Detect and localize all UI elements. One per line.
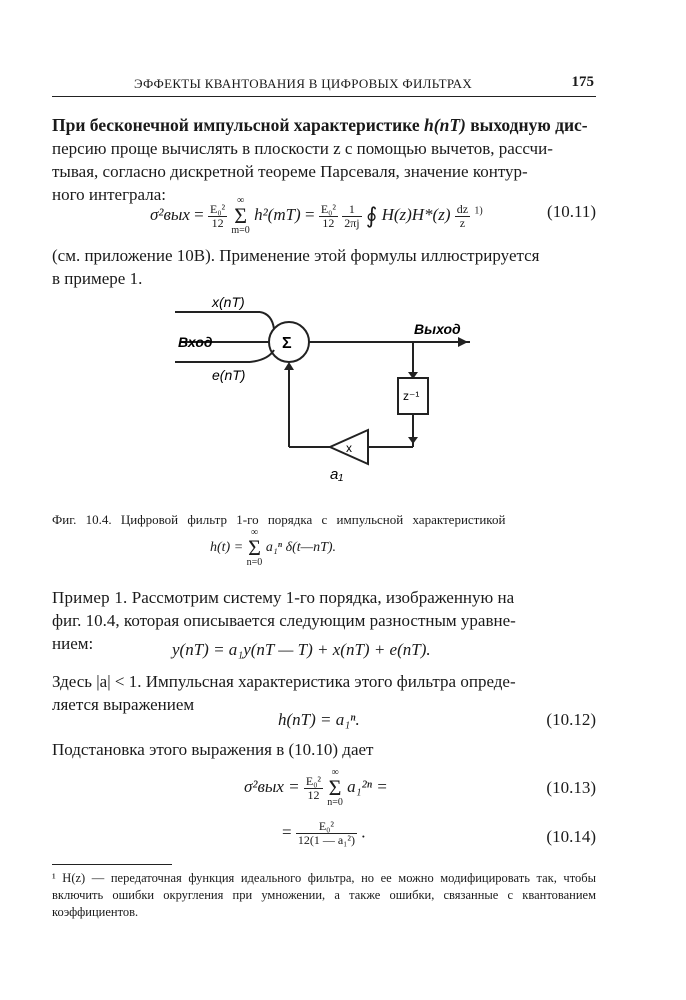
- difference-equation: y(nT) = a₁y(nT — T) + x(nT) + e(nT).: [172, 640, 431, 659]
- input-curve-top: [260, 312, 274, 329]
- footnote-rule: [52, 864, 172, 865]
- arrow-delay-out: [408, 437, 418, 444]
- label-z-inv: z⁻¹: [403, 389, 420, 403]
- eq1-frac1: $\frac{\text{E₀²}}{12}$: [210, 201, 226, 230]
- eq1-sum: ∞ Σ m=0: [231, 195, 250, 236]
- impulse-line1: Здесь |a| < 1. Импульсная характеристика этого фильтра опреде-: [52, 672, 516, 691]
- substitution-line: Подстановка этого выражения в (10.10) дает: [52, 740, 374, 759]
- eq1-footnote-mark: 1): [474, 205, 483, 217]
- example-line3: нием:: [52, 634, 94, 653]
- arrow-feedback: [284, 362, 294, 370]
- eq4-number: (10.14): [546, 827, 596, 846]
- eq1-number: (10.11): [547, 202, 596, 221]
- paragraph-intro: [52, 114, 596, 206]
- filter-block-diagram: [170, 292, 490, 492]
- eq1-lhs: σ²вых: [150, 204, 190, 224]
- eq1-frac3: $\frac{1}{2\pi j}$: [344, 201, 360, 230]
- para2-line2: в примере 1.: [52, 269, 143, 288]
- example-line2: фиг. 10.4, которая описывается следующим разностным уравне-: [52, 611, 516, 630]
- header-rule: [52, 96, 596, 97]
- eq1-frac2: $\frac{\text{E₀²}}{12}$: [320, 201, 336, 230]
- caption-formula: h(t) = ∞ Σ n=0 a₁ⁿ δ(t—nT).: [210, 527, 337, 568]
- equation-10-11: σ²вых = $\frac{\text{E₀²}}{12}$ ∞ Σ m=0 h²(mT) = $\frac{\text{E₀²}}{12}$ $\frac{1}{2\pi j}$ ∮ H(z)H*(z) $\frac{dz}{z}$ $^{1)}$: [150, 195, 483, 236]
- intro-lead-rest: выходную дис-: [470, 115, 588, 135]
- label-x-nt: x(nT): [212, 294, 245, 310]
- equation-10-14: = $\frac{\text{E₀²}}{\text{12(1 — a₁²)}}$ .: [282, 819, 366, 847]
- label-a1: a₁: [330, 466, 344, 483]
- paragraph-appendix-ref: [52, 244, 596, 290]
- contour-integral: ∮: [365, 203, 378, 228]
- eq1-frac4: $\frac{dz}{z}$: [456, 201, 469, 230]
- equation-10-13: σ²вых = $\frac{\text{E₀²}}{12}$ ∞ Σ n=0 a₁²ⁿ =: [244, 767, 388, 808]
- figure-caption: [52, 512, 596, 568]
- label-input: Вход: [178, 334, 213, 350]
- label-output: Выход: [414, 321, 461, 337]
- running-title: ЭФФЕКТЫ КВАНТОВАНИЯ В ЦИФРОВЫХ ФИЛЬТРАХ: [134, 76, 473, 91]
- eq1-term: h²(mT): [254, 204, 301, 224]
- intro-line2: персию проще вычислять в плоскости z с помощью вычетов, рассчи-: [52, 139, 553, 158]
- label-multiplier: x: [346, 441, 352, 455]
- para2-line1: (см. приложение 10В). Применение этой формулы иллюстрируется: [52, 246, 540, 265]
- footnote: ¹ H(z) — передаточная функция идеального фильтра, но ее можно модифицировать так, чтобы включить ошибки округления при умножении, а также ошибки, связанные с квантованием коэффициентов.: [52, 871, 596, 919]
- intro-line4: ного интеграла:: [52, 185, 166, 204]
- equation-10-12: h(nT) = a₁ⁿ.: [278, 710, 360, 729]
- example-paragraph: Пример 1. Рассмотрим систему 1-го порядка, изображенную на фиг. 10.4, которая описывается следующим разностным уравне- нием:: [52, 586, 596, 655]
- intro-lead-var: h(nT): [424, 115, 466, 135]
- input-curve-bottom: [250, 350, 274, 362]
- label-sigma: Σ: [282, 335, 292, 352]
- eq3-number: (10.13): [546, 778, 596, 797]
- intro-lead: При бесконечной импульсной характеристике: [52, 115, 420, 135]
- example-label: Пример 1.: [52, 588, 128, 607]
- arrow-output: [458, 337, 468, 347]
- eq1-integrand: H(z)H*(z): [381, 204, 451, 224]
- intro-line3: тывая, согласно дискретной теореме Парсеваля, значение контур-: [52, 162, 528, 181]
- eq2-number: (10.12): [546, 710, 596, 729]
- caption-line1: Фиг. 10.4. Цифровой фильтр 1-го порядка с импульсной характеристикой: [52, 512, 506, 527]
- label-e-nt: e(nT): [212, 367, 246, 383]
- impulse-line2: ляется выражением: [52, 695, 195, 714]
- page-number: 175: [571, 74, 594, 90]
